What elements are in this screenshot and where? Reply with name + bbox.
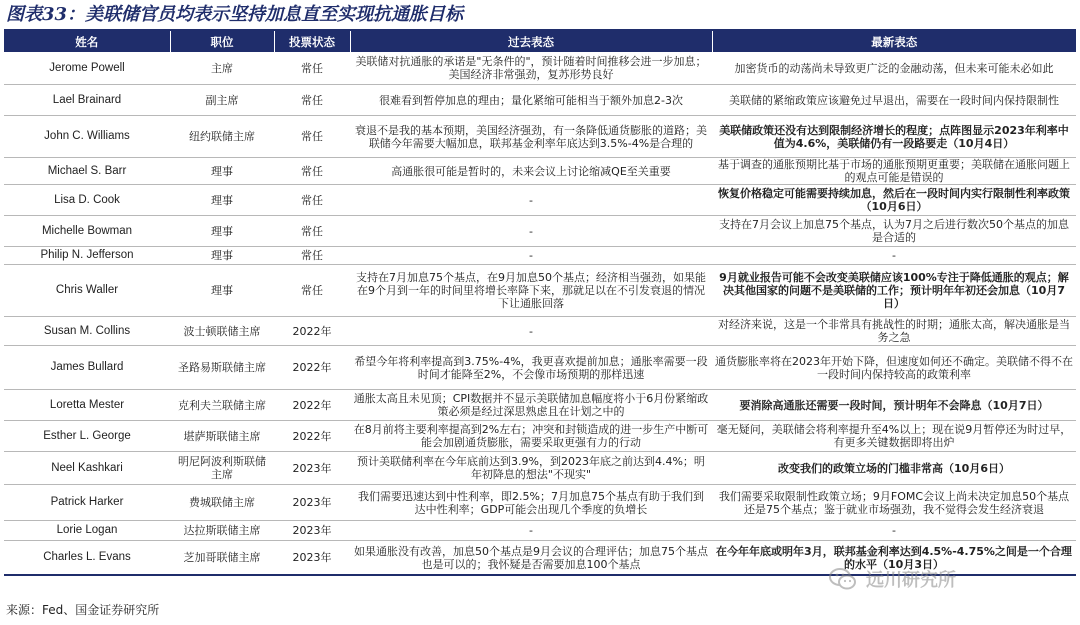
official-name: Philip N. Jefferson [4, 247, 170, 265]
official-position: 理事 [170, 185, 274, 216]
header-latest: 最新表态 [712, 31, 1076, 52]
past-statement: 我们需要迅速达到中性利率，即2.5%；7月加息75个基点有助于我们到达中性利率；GDP可能会出现几个季度的负增长 [350, 485, 712, 521]
past-statement: - [350, 317, 712, 346]
voting-status: 常任 [274, 185, 350, 216]
figure-title: 图表33：美联储官员均表示坚持加息直至实现抗通胀目标 [6, 4, 464, 25]
officials-table [4, 31, 1076, 576]
table-row [4, 346, 1076, 390]
latest-statement: 要消除高通胀还需要一段时间，预计明年不会降息（10月7日） [712, 390, 1076, 421]
official-name: Esther L. George [4, 421, 170, 452]
official-name: Susan M. Collins [4, 317, 170, 346]
latest-statement: 毫无疑问，美联储会将利率提升至4%以上；现在说9月暂停还为时过早，有更多关键数据即将出炉 [712, 421, 1076, 452]
latest-statement: - [712, 521, 1076, 541]
latest-statement: - [712, 247, 1076, 265]
official-position: 副主席 [170, 85, 274, 116]
past-statement: 衰退不是我的基本预期，美国经济强劲，有一条降低通货膨胀的道路；美联储今年需要大幅加息，联邦基金利率年底达到3.5%-4%是合理的 [350, 116, 712, 158]
official-name: John C. Williams [4, 116, 170, 158]
table-header-row [4, 31, 1076, 52]
voting-status: 常任 [274, 116, 350, 158]
voting-status: 常任 [274, 216, 350, 247]
voting-status: 常任 [274, 265, 350, 317]
past-statement: 通胀太高且未见顶；CPI数据并不显示美联储加息幅度将小于6月份紧缩政策必须是经过深思熟虑且在计划之中的 [350, 390, 712, 421]
past-statement: 希望今年将利率提高到3.75%-4%，我更喜欢提前加息；通胀率需要一段时间才能降至2%，不会像市场预期的那样迅速 [350, 346, 712, 390]
latest-statement: 9月就业报告可能不会改变美联储应该100%专注于降低通胀的观点；解决其他国家的问题不是美联储的工作；预计明年年初还会加息（10月7日） [712, 265, 1076, 317]
latest-statement: 我们需要采取限制性政策立场；9月FOMC会议上尚未决定加息50个基点还是75个基点；鉴于就业市场强劲，我不觉得会发生经济衰退 [712, 485, 1076, 521]
table-row [4, 317, 1076, 346]
official-position: 理事 [170, 247, 274, 265]
official-name: Charles L. Evans [4, 541, 170, 576]
table-row [4, 216, 1076, 247]
past-statement: 美联储对抗通胀的承诺是"无条件的"，预计随着时间推移会进一步加息；美国经济非常强劲，复苏形势良好 [350, 52, 712, 85]
past-statement: 如果通胀没有改善，加息50个基点是9月会议的合理评估；加息75个基点也是可以的；我怀疑是否需要加息100个基点 [350, 541, 712, 576]
official-position: 芝加哥联储主席 [170, 541, 274, 576]
table-body [4, 52, 1076, 575]
official-name: Neel Kashkari [4, 452, 170, 485]
table-row [4, 421, 1076, 452]
voting-status: 2022年 [274, 421, 350, 452]
table-row [4, 185, 1076, 216]
official-name: Jerome Powell [4, 52, 170, 85]
voting-status: 2022年 [274, 317, 350, 346]
table-row [4, 485, 1076, 521]
past-statement: 很难看到暂停加息的理由；量化紧缩可能相当于额外加息2-3次 [350, 85, 712, 116]
official-name: Lael Brainard [4, 85, 170, 116]
official-position: 费城联储主席 [170, 485, 274, 521]
latest-statement: 美联储政策还没有达到限制经济增长的程度；点阵图显示2023年利率中值为4.6%，美联储仍有一段路要走（10月4日） [712, 116, 1076, 158]
past-statement: 支持在7月加息75个基点，在9月加息50个基点；经济相当强劲，如果能在9个月到一年的时间里将增长率降下来，那就足以在不引发衰退的情况下让通胀回落 [350, 265, 712, 317]
header-name: 姓名 [4, 31, 170, 52]
voting-status: 常任 [274, 85, 350, 116]
official-position: 明尼阿波利斯联储主席 [170, 452, 274, 485]
table-row [4, 116, 1076, 158]
official-name: Lorie Logan [4, 521, 170, 541]
voting-status: 2023年 [274, 452, 350, 485]
past-statement: 在8月前将主要利率提高到2%左右；冲突和封锁造成的进一步生产中断可能会加剧通货膨胀，需要采取更强有力的行动 [350, 421, 712, 452]
latest-statement: 通货膨胀率将在2023年开始下降，但速度如何还不确定。美联储不得不在一段时间内保持较高的政策利率 [712, 346, 1076, 390]
table-row [4, 85, 1076, 116]
latest-statement: 美联储的紧缩政策应该避免过早退出，需要在一段时间内保持限制性 [712, 85, 1076, 116]
official-name: Loretta Mester [4, 390, 170, 421]
voting-status: 2023年 [274, 521, 350, 541]
table-row [4, 390, 1076, 421]
official-position: 主席 [170, 52, 274, 85]
header-past: 过去表态 [350, 31, 712, 52]
official-position: 理事 [170, 216, 274, 247]
table-row [4, 452, 1076, 485]
table-row [4, 158, 1076, 185]
past-statement: - [350, 216, 712, 247]
official-position: 纽约联储主席 [170, 116, 274, 158]
table-row [4, 265, 1076, 317]
past-statement: 预计美联储利率在今年底前达到3.9%，到2023年底之前达到4.4%；明年初降息的想法"不现实" [350, 452, 712, 485]
header-position: 职位 [170, 31, 274, 52]
latest-statement: 加密货币的动荡尚未导致更广泛的金融动荡，但未来可能未必如此 [712, 52, 1076, 85]
voting-status: 2023年 [274, 485, 350, 521]
latest-statement: 在今年年底或明年3月，联邦基金利率达到4.5%-4.75%之间是一个合理的水平（10月3日） [712, 541, 1076, 576]
official-name: Michael S. Barr [4, 158, 170, 185]
past-statement: - [350, 247, 712, 265]
voting-status: 2023年 [274, 541, 350, 576]
official-name: James Bullard [4, 346, 170, 390]
official-position: 克利夫兰联储主席 [170, 390, 274, 421]
official-position: 理事 [170, 265, 274, 317]
voting-status: 常任 [274, 52, 350, 85]
official-name: Patrick Harker [4, 485, 170, 521]
latest-statement: 基于调查的通胀预期比基于市场的通胀预期更重要；美联储在通胀问题上的观点可能是错误的 [712, 158, 1076, 185]
official-name: Chris Waller [4, 265, 170, 317]
latest-statement: 改变我们的政策立场的门槛非常高（10月6日） [712, 452, 1076, 485]
past-statement: 高通胀很可能是暂时的，未来会议上讨论缩减QE至关重要 [350, 158, 712, 185]
latest-statement: 支持在7月会议上加息75个基点，认为7月之后进行数次50个基点的加息是合适的 [712, 216, 1076, 247]
voting-status: 2022年 [274, 390, 350, 421]
official-position: 达拉斯联储主席 [170, 521, 274, 541]
table-row [4, 52, 1076, 85]
past-statement: - [350, 185, 712, 216]
voting-status: 常任 [274, 158, 350, 185]
table-row [4, 521, 1076, 541]
table-row [4, 247, 1076, 265]
voting-status: 常任 [274, 247, 350, 265]
official-position: 堪萨斯联储主席 [170, 421, 274, 452]
official-name: Michelle Bowman [4, 216, 170, 247]
watermark-text: 远川研究所 [866, 570, 956, 591]
header-status: 投票状态 [274, 31, 350, 52]
table-row [4, 541, 1076, 576]
past-statement: - [350, 521, 712, 541]
official-position: 圣路易斯联储主席 [170, 346, 274, 390]
official-name: Lisa D. Cook [4, 185, 170, 216]
official-position: 理事 [170, 158, 274, 185]
official-position: 波士顿联储主席 [170, 317, 274, 346]
latest-statement: 恢复价格稳定可能需要持续加息，然后在一段时间内实行限制性利率政策（10月6日） [712, 185, 1076, 216]
voting-status: 2022年 [274, 346, 350, 390]
source-note: 来源：Fed、国金证券研究所 [6, 603, 160, 617]
latest-statement: 对经济来说，这是一个非常具有挑战性的时期；通胀太高，解决通胀是当务之急 [712, 317, 1076, 346]
